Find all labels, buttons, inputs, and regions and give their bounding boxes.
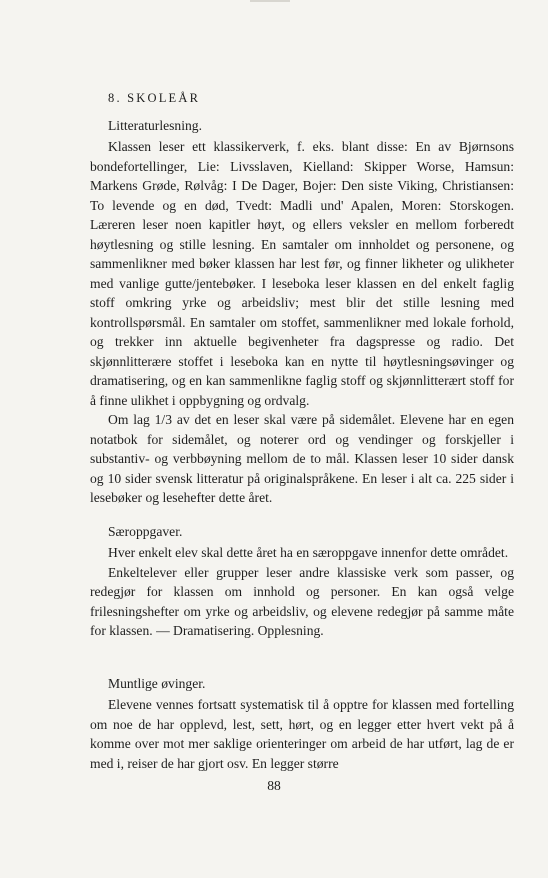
saeroppgaver-body [90, 543, 514, 641]
heading-saeroppgaver: Særoppgaver. [108, 524, 183, 539]
litteratur-paragraph-2: Om lag 1/3 av det en leser skal være på sidemålet. Elevene har en egen notatbok for sidemålet, og noterer ord og vendinger og forskjeller i substantiv- og verbbøyning mellom de to mål. Klassen leser 10 sider dansk og 10 sider svensk litteratur på originalspråkene. En leser i alt ca. 225 sider i lesebøker og lesehefter dette året. [90, 412, 514, 505]
litteratur-paragraph-1: Klassen leser ett klassikerverk, f. eks. blant disse: En av Bjørnsons bondefortellinger, Lie: Livsslaven, Kielland: Skipper Worse, Hamsun: Markens Grøde, Rølvåg: I De Dager, Bojer: Den siste Viking, Christiansen: To levende og en død, Tvedt: Madli und' Apalen, Moren: Storskogen. Læreren leser noen kapitler høyt, og ellers veksler en mellom forberedt høytlesning og stille lesning. En samtaler om innholdet og personene, og sammenlikner med bøker klassen har lest før, og finner likheter og ulikheter med vanlige gutte/jentebøker. I leseboka leser klassen en del enkelt faglig stoff omkring yrke og arbeidsliv; mest blir det stille lesning med kontrollspørsmål. En samtaler om stoffet, sammenlikner med lokale forhold, og trekker inn aktuelle begivenheter fra dagspresse og radio. Det skjønnlitterære stoffet i leseboka kan en nytte til høytlesningsøvinger og dramatisering, og en kan sammenlikne faglig stoff og skjønnlitterært stoff for å finne ulikhet i oppbygning og ordvalg. [90, 139, 514, 408]
muntlige-paragraph-1: Elevene vennes fortsatt systematisk til å opptre for klassen med fortelling om noe de har opplevd, lest, sett, hørt, og en legger etter hvert vekt på å komme over mot mer saklige orienteringer om arbeid de har utført, lag de er med i, reiser de har gjort osv. En legger større [90, 697, 514, 771]
litteratur-body [90, 137, 514, 508]
heading-muntlige-ovinger: Muntlige øvinger. [108, 676, 206, 691]
page-top-edge [250, 0, 290, 2]
heading-litteraturlesning: Litteraturlesning. [108, 118, 202, 133]
saeroppgaver-paragraph-2: Enkeltelever eller grupper leser andre klassiske verk som passer, og redegjør for klassen om innhold og personer. En kan også velge frilesningshefter om yrke og arbeidsliv, og elevene redegjør på samme måte for klassen. — Dramatisering. Opplesning. [90, 564, 514, 638]
section-number: 8. SKOLEÅR [108, 91, 201, 105]
saeroppgaver-paragraph-1: Hver enkelt elev skal dette året ha en særoppgave innenfor dette området. [108, 545, 509, 560]
muntlige-body [90, 695, 514, 773]
page-number: 88 [267, 778, 281, 793]
